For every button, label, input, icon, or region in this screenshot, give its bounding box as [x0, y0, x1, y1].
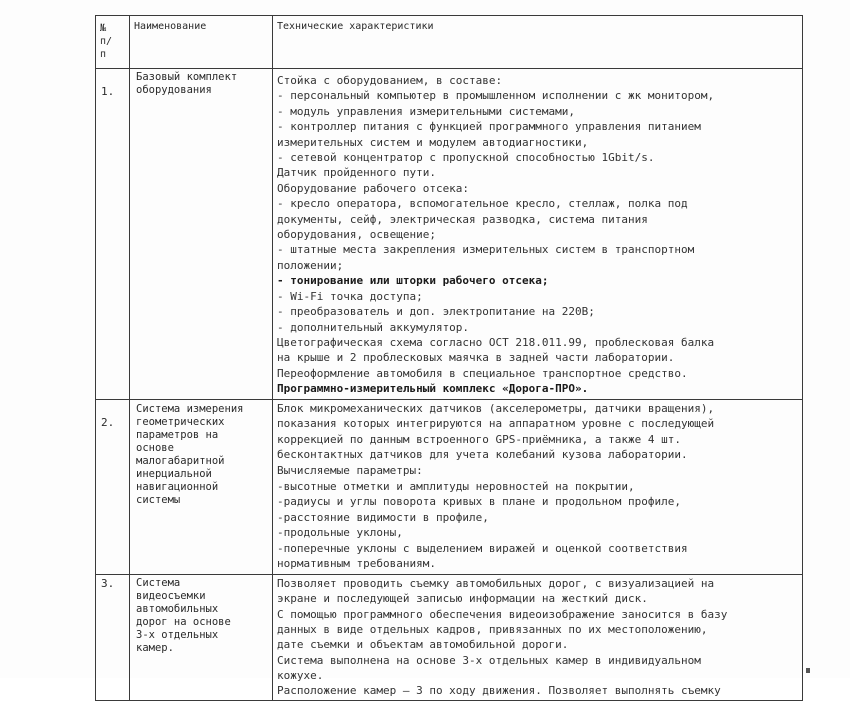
row-number: 1. — [96, 69, 130, 400]
text-line: камер. — [136, 642, 174, 655]
text-line: -расстояние видимости в профиле, — [277, 510, 489, 524]
item-specification — [273, 575, 803, 701]
text-line: основе — [136, 441, 174, 454]
text-line: измерительных систем и модулем автодиагностики, — [277, 135, 589, 149]
table-header-row — [96, 16, 803, 69]
text-line: - модуль управления измерительными системами, — [277, 104, 576, 118]
text-line: - тонирование или шторки рабочего отсека; — [277, 274, 549, 288]
item-specification — [273, 399, 803, 575]
item-specification — [273, 69, 803, 400]
table-row — [96, 69, 803, 400]
header-number-line: п/ — [100, 36, 113, 47]
text-line: видеосъемки — [136, 590, 206, 603]
text-line: Система измерения — [136, 402, 244, 415]
text-line: малогабаритной — [136, 454, 225, 467]
text-line: Стойка с оборудованием, в составе: — [277, 74, 503, 87]
text-line: оборудования — [136, 84, 212, 96]
text-line: - персональный компьютер в промышленном исполнении с жк монитором, — [277, 89, 715, 103]
text-line: - сетевой концентратор с пропускной способностью 1Gbit/s. — [277, 151, 655, 165]
text-line: Система — [136, 577, 181, 590]
text-line: Оборудование рабочего отсека: — [277, 181, 470, 195]
text-line: параметров на — [136, 428, 219, 441]
text-line: нормативным требованиям. — [277, 557, 436, 571]
text-line: Базовый комплект — [136, 71, 238, 83]
text-line: Позволяет проводить съемку автомобильных дорог, с визуализацией на — [277, 577, 715, 591]
text-line: Блок микромеханических датчиков (акселерометры, датчики вращения), — [277, 401, 715, 415]
row-number: 3. — [96, 575, 130, 701]
specifications-table — [95, 15, 803, 701]
text-line: автомобильных — [136, 603, 219, 616]
page-mark — [806, 668, 810, 673]
text-line: оборудования, освещение; — [277, 228, 436, 242]
text-line: Система выполнена на основе 3-х отдельных камер в индивидуальном — [277, 653, 701, 667]
header-specifications: Технические характеристики — [273, 16, 803, 69]
text-line: навигационной — [136, 480, 219, 493]
text-line: Датчик пройденного пути. — [277, 166, 436, 180]
text-line: системы — [136, 493, 181, 506]
text-line: С помощью программного обеспечения видеоизображение заносится в базу — [277, 607, 728, 621]
header-number — [96, 16, 130, 69]
text-line: экране и последующей записью информации на жесткий диск. — [277, 592, 648, 606]
text-line: документы, сейф, электрическая разводка, система питания — [277, 212, 648, 226]
item-name — [130, 69, 273, 400]
text-line: на крыше и 2 проблесковых маячка в задней части лаборатории. — [277, 351, 675, 365]
text-line: -продольные уклоны, — [277, 526, 403, 540]
text-line: Переоформление автомобиля в специальное транспортное средство. — [277, 366, 688, 380]
text-line: -радиусы и углы поворота кривых в плане и продольном профиле, — [277, 495, 681, 509]
text-line: Программно-измерительный комплекс «Дорога-ПРО». — [277, 382, 589, 396]
text-line: - кресло оператора, вспомогательное кресло, стеллаж, полка под — [277, 197, 688, 211]
text-line: коррекцией по данным встроенного GPS-приёмника, а также 4 шт. — [277, 432, 681, 446]
text-line: 3-х отдельных — [136, 629, 219, 642]
text-line: инерциальной — [136, 467, 212, 480]
item-name — [130, 575, 273, 701]
text-line: Вычисляемые параметры: — [277, 463, 423, 477]
text-line: - штатные места закрепления измерительных систем в транспортном — [277, 243, 695, 257]
table-row — [96, 575, 803, 701]
text-line: геометрических — [136, 415, 225, 428]
text-line: - преобразователь и доп. электропитание на 220В; — [277, 305, 595, 319]
text-line: Цветографическая схема согласно ОСТ 218.011.99, проблесковая балка — [277, 335, 715, 349]
table-row — [96, 399, 803, 575]
text-line: -высотные отметки и амплитуды неровностей на покрытии, — [277, 479, 635, 493]
text-line: дате съемки и объектам автомобильной дороги. — [277, 638, 569, 652]
header-number-line: п — [100, 49, 107, 60]
text-line: кожухе. — [277, 668, 324, 682]
row-number: 2. — [96, 399, 130, 575]
text-line: - Wi-Fi точка доступа; — [277, 289, 423, 303]
text-line: Расположение камер — 3 по ходу движения. Позволяет выполнять съемку — [277, 684, 721, 698]
text-line: - дополнительный аккумулятор. — [277, 320, 470, 334]
text-line: показания которых интегрируются на аппаратном уровне с последующей — [277, 417, 715, 431]
header-number-line: № — [100, 23, 107, 34]
text-line: бесконтактных датчиков для учета колебаний кузова лаборатории. — [277, 448, 688, 462]
text-line: положении; — [277, 258, 344, 272]
text-line: -поперечные уклоны с выделением виражей и оценкой соответствия — [277, 541, 688, 555]
text-line: - контроллер питания с функцией программного управления питанием — [277, 120, 701, 134]
item-name — [130, 399, 273, 575]
header-name: Наименование — [130, 16, 273, 69]
text-line: дорог на основе — [136, 616, 231, 629]
text-line: данных в виде отдельных кадров, привязанных по их местоположению, — [277, 622, 708, 636]
